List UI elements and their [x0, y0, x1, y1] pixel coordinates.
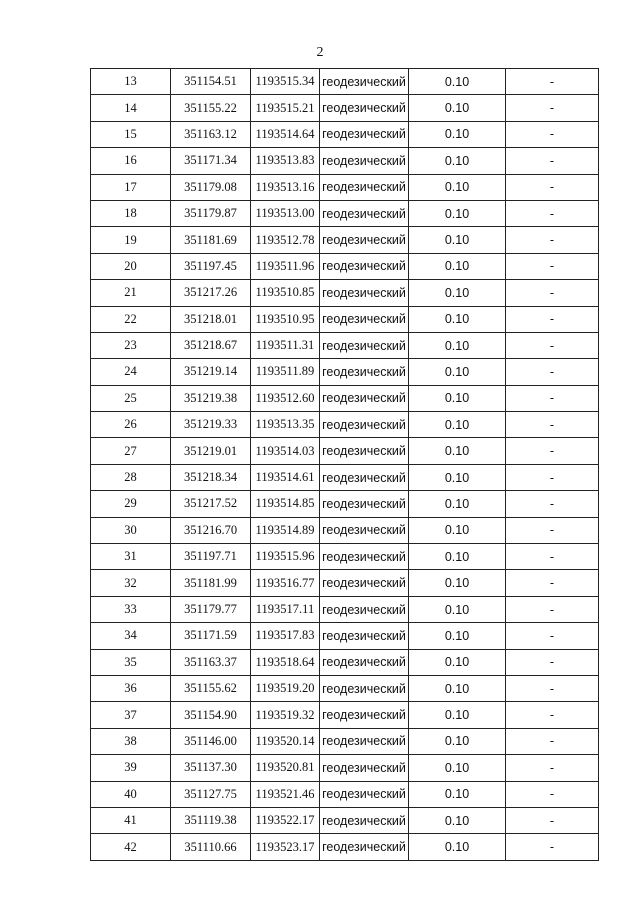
description-cell: - [506, 332, 599, 358]
y-coordinate-cell: 1193519.20 [251, 675, 320, 701]
description-cell: - [506, 517, 599, 543]
y-coordinate-cell: 1193510.95 [251, 306, 320, 332]
table-row [91, 280, 599, 306]
point-number-cell: 20 [91, 253, 171, 279]
x-coordinate-cell: 351163.12 [171, 121, 251, 147]
point-number-cell: 30 [91, 517, 171, 543]
point-number-cell: 14 [91, 95, 171, 121]
table-row [91, 544, 599, 570]
accuracy-cell: 0.10 [409, 675, 506, 701]
x-coordinate-cell: 351181.69 [171, 227, 251, 253]
description-cell: - [506, 834, 599, 860]
description-cell: - [506, 306, 599, 332]
method-cell: геодезический [320, 544, 409, 570]
y-coordinate-cell: 1193511.89 [251, 359, 320, 385]
point-number-cell: 16 [91, 148, 171, 174]
method-cell: геодезический [320, 464, 409, 490]
x-coordinate-cell: 351219.14 [171, 359, 251, 385]
accuracy-cell: 0.10 [409, 781, 506, 807]
method-cell: геодезический [320, 781, 409, 807]
description-cell: - [506, 121, 599, 147]
method-cell: геодезический [320, 359, 409, 385]
method-cell: геодезический [320, 253, 409, 279]
table-row [91, 438, 599, 464]
point-number-cell: 40 [91, 781, 171, 807]
y-coordinate-cell: 1193514.85 [251, 491, 320, 517]
method-cell: геодезический [320, 332, 409, 358]
y-coordinate-cell: 1193513.16 [251, 174, 320, 200]
description-cell: - [506, 69, 599, 95]
point-number-cell: 22 [91, 306, 171, 332]
method-cell: геодезический [320, 702, 409, 728]
accuracy-cell: 0.10 [409, 728, 506, 754]
y-coordinate-cell: 1193515.34 [251, 69, 320, 95]
accuracy-cell: 0.10 [409, 807, 506, 833]
description-cell: - [506, 95, 599, 121]
table-row [91, 570, 599, 596]
x-coordinate-cell: 351216.70 [171, 517, 251, 543]
method-cell: геодезический [320, 755, 409, 781]
description-cell: - [506, 728, 599, 754]
x-coordinate-cell: 351217.52 [171, 491, 251, 517]
table-row [91, 148, 599, 174]
x-coordinate-cell: 351163.37 [171, 649, 251, 675]
point-number-cell: 18 [91, 200, 171, 226]
y-coordinate-cell: 1193516.77 [251, 570, 320, 596]
y-coordinate-cell: 1193511.96 [251, 253, 320, 279]
table-row [91, 95, 599, 121]
table-row [91, 649, 599, 675]
x-coordinate-cell: 351154.51 [171, 69, 251, 95]
description-cell: - [506, 385, 599, 411]
table-row [91, 702, 599, 728]
table-row [91, 491, 599, 517]
table-row [91, 464, 599, 490]
y-coordinate-cell: 1193519.32 [251, 702, 320, 728]
table-row [91, 200, 599, 226]
table-row [91, 227, 599, 253]
x-coordinate-cell: 351171.34 [171, 148, 251, 174]
description-cell: - [506, 623, 599, 649]
method-cell: геодезический [320, 174, 409, 200]
table-row [91, 755, 599, 781]
x-coordinate-cell: 351119.38 [171, 807, 251, 833]
point-number-cell: 23 [91, 332, 171, 358]
table-row [91, 728, 599, 754]
point-number-cell: 42 [91, 834, 171, 860]
table-row [91, 412, 599, 438]
method-cell: геодезический [320, 438, 409, 464]
coordinates-table [90, 68, 599, 861]
accuracy-cell: 0.10 [409, 464, 506, 490]
description-cell: - [506, 359, 599, 385]
point-number-cell: 19 [91, 227, 171, 253]
x-coordinate-cell: 351146.00 [171, 728, 251, 754]
point-number-cell: 29 [91, 491, 171, 517]
table-row [91, 121, 599, 147]
y-coordinate-cell: 1193514.64 [251, 121, 320, 147]
method-cell: геодезический [320, 200, 409, 226]
description-cell: - [506, 491, 599, 517]
method-cell: геодезический [320, 385, 409, 411]
x-coordinate-cell: 351179.87 [171, 200, 251, 226]
accuracy-cell: 0.10 [409, 253, 506, 279]
x-coordinate-cell: 351179.08 [171, 174, 251, 200]
table-row [91, 675, 599, 701]
table-row [91, 359, 599, 385]
accuracy-cell: 0.10 [409, 148, 506, 174]
x-coordinate-cell: 351179.77 [171, 596, 251, 622]
point-number-cell: 35 [91, 649, 171, 675]
method-cell: геодезический [320, 596, 409, 622]
coordinates-table-body [91, 69, 599, 861]
description-cell: - [506, 702, 599, 728]
y-coordinate-cell: 1193517.11 [251, 596, 320, 622]
method-cell: геодезический [320, 69, 409, 95]
accuracy-cell: 0.10 [409, 544, 506, 570]
y-coordinate-cell: 1193514.61 [251, 464, 320, 490]
y-coordinate-cell: 1193521.46 [251, 781, 320, 807]
y-coordinate-cell: 1193520.14 [251, 728, 320, 754]
accuracy-cell: 0.10 [409, 596, 506, 622]
accuracy-cell: 0.10 [409, 227, 506, 253]
y-coordinate-cell: 1193513.35 [251, 412, 320, 438]
description-cell: - [506, 675, 599, 701]
description-cell: - [506, 438, 599, 464]
x-coordinate-cell: 351127.75 [171, 781, 251, 807]
x-coordinate-cell: 351155.22 [171, 95, 251, 121]
point-number-cell: 27 [91, 438, 171, 464]
method-cell: геодезический [320, 95, 409, 121]
y-coordinate-cell: 1193514.03 [251, 438, 320, 464]
description-cell: - [506, 596, 599, 622]
description-cell: - [506, 544, 599, 570]
point-number-cell: 34 [91, 623, 171, 649]
y-coordinate-cell: 1193512.78 [251, 227, 320, 253]
method-cell: геодезический [320, 807, 409, 833]
method-cell: геодезический [320, 834, 409, 860]
x-coordinate-cell: 351218.67 [171, 332, 251, 358]
x-coordinate-cell: 351217.26 [171, 280, 251, 306]
table-row [91, 623, 599, 649]
accuracy-cell: 0.10 [409, 623, 506, 649]
y-coordinate-cell: 1193523.17 [251, 834, 320, 860]
y-coordinate-cell: 1193511.31 [251, 332, 320, 358]
point-number-cell: 36 [91, 675, 171, 701]
accuracy-cell: 0.10 [409, 491, 506, 517]
description-cell: - [506, 280, 599, 306]
point-number-cell: 26 [91, 412, 171, 438]
accuracy-cell: 0.10 [409, 649, 506, 675]
description-cell: - [506, 807, 599, 833]
description-cell: - [506, 148, 599, 174]
y-coordinate-cell: 1193514.89 [251, 517, 320, 543]
x-coordinate-cell: 351197.45 [171, 253, 251, 279]
x-coordinate-cell: 351155.62 [171, 675, 251, 701]
method-cell: геодезический [320, 412, 409, 438]
y-coordinate-cell: 1193510.85 [251, 280, 320, 306]
y-coordinate-cell: 1193513.00 [251, 200, 320, 226]
x-coordinate-cell: 351218.34 [171, 464, 251, 490]
accuracy-cell: 0.10 [409, 570, 506, 596]
accuracy-cell: 0.10 [409, 359, 506, 385]
point-number-cell: 17 [91, 174, 171, 200]
method-cell: геодезический [320, 280, 409, 306]
accuracy-cell: 0.10 [409, 200, 506, 226]
description-cell: - [506, 253, 599, 279]
description-cell: - [506, 649, 599, 675]
table-row [91, 834, 599, 860]
table-row [91, 306, 599, 332]
description-cell: - [506, 174, 599, 200]
method-cell: геодезический [320, 517, 409, 543]
y-coordinate-cell: 1193518.64 [251, 649, 320, 675]
point-number-cell: 41 [91, 807, 171, 833]
accuracy-cell: 0.10 [409, 834, 506, 860]
y-coordinate-cell: 1193517.83 [251, 623, 320, 649]
method-cell: геодезический [320, 649, 409, 675]
point-number-cell: 28 [91, 464, 171, 490]
point-number-cell: 38 [91, 728, 171, 754]
y-coordinate-cell: 1193515.96 [251, 544, 320, 570]
method-cell: геодезический [320, 121, 409, 147]
description-cell: - [506, 227, 599, 253]
x-coordinate-cell: 351218.01 [171, 306, 251, 332]
point-number-cell: 21 [91, 280, 171, 306]
description-cell: - [506, 781, 599, 807]
point-number-cell: 13 [91, 69, 171, 95]
point-number-cell: 24 [91, 359, 171, 385]
method-cell: геодезический [320, 623, 409, 649]
table-row [91, 517, 599, 543]
accuracy-cell: 0.10 [409, 702, 506, 728]
table-row [91, 781, 599, 807]
x-coordinate-cell: 351154.90 [171, 702, 251, 728]
method-cell: геодезический [320, 491, 409, 517]
accuracy-cell: 0.10 [409, 517, 506, 543]
method-cell: геодезический [320, 728, 409, 754]
table-row [91, 596, 599, 622]
x-coordinate-cell: 351197.71 [171, 544, 251, 570]
point-number-cell: 39 [91, 755, 171, 781]
point-number-cell: 37 [91, 702, 171, 728]
description-cell: - [506, 755, 599, 781]
point-number-cell: 15 [91, 121, 171, 147]
x-coordinate-cell: 351219.38 [171, 385, 251, 411]
method-cell: геодезический [320, 148, 409, 174]
y-coordinate-cell: 1193522.17 [251, 807, 320, 833]
description-cell: - [506, 200, 599, 226]
table-row [91, 385, 599, 411]
method-cell: геодезический [320, 306, 409, 332]
accuracy-cell: 0.10 [409, 332, 506, 358]
table-row [91, 174, 599, 200]
accuracy-cell: 0.10 [409, 412, 506, 438]
table-row [91, 332, 599, 358]
description-cell: - [506, 412, 599, 438]
x-coordinate-cell: 351137.30 [171, 755, 251, 781]
x-coordinate-cell: 351219.33 [171, 412, 251, 438]
method-cell: геодезический [320, 227, 409, 253]
x-coordinate-cell: 351171.59 [171, 623, 251, 649]
table-row [91, 69, 599, 95]
table-row [91, 807, 599, 833]
point-number-cell: 33 [91, 596, 171, 622]
point-number-cell: 31 [91, 544, 171, 570]
accuracy-cell: 0.10 [409, 121, 506, 147]
description-cell: - [506, 570, 599, 596]
accuracy-cell: 0.10 [409, 385, 506, 411]
x-coordinate-cell: 351110.66 [171, 834, 251, 860]
description-cell: - [506, 464, 599, 490]
accuracy-cell: 0.10 [409, 95, 506, 121]
accuracy-cell: 0.10 [409, 438, 506, 464]
method-cell: геодезический [320, 570, 409, 596]
point-number-cell: 32 [91, 570, 171, 596]
accuracy-cell: 0.10 [409, 755, 506, 781]
y-coordinate-cell: 1193512.60 [251, 385, 320, 411]
y-coordinate-cell: 1193515.21 [251, 95, 320, 121]
accuracy-cell: 0.10 [409, 174, 506, 200]
accuracy-cell: 0.10 [409, 280, 506, 306]
x-coordinate-cell: 351181.99 [171, 570, 251, 596]
table-row [91, 253, 599, 279]
page-number: 2 [316, 45, 324, 60]
x-coordinate-cell: 351219.01 [171, 438, 251, 464]
method-cell: геодезический [320, 675, 409, 701]
point-number-cell: 25 [91, 385, 171, 411]
y-coordinate-cell: 1193520.81 [251, 755, 320, 781]
accuracy-cell: 0.10 [409, 69, 506, 95]
accuracy-cell: 0.10 [409, 306, 506, 332]
y-coordinate-cell: 1193513.83 [251, 148, 320, 174]
